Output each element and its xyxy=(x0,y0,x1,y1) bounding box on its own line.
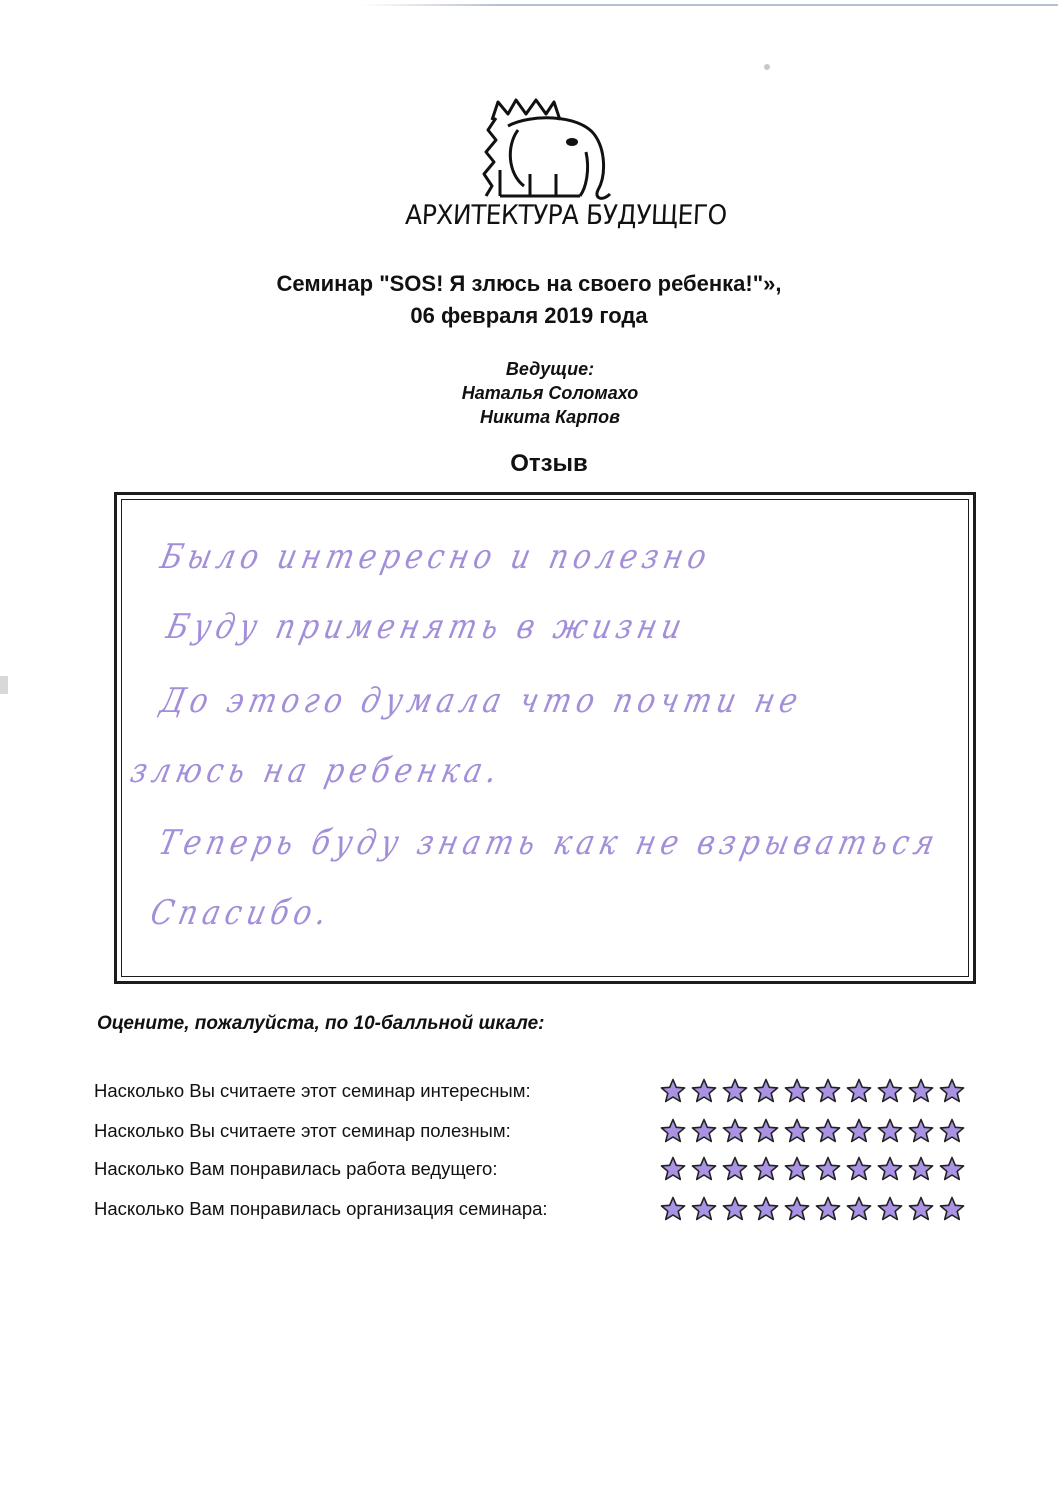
star-filled-icon xyxy=(660,1196,686,1222)
star-filled-icon xyxy=(753,1078,779,1104)
review-box xyxy=(114,492,976,984)
star-filled-icon xyxy=(691,1118,717,1144)
star-rating xyxy=(660,1196,970,1224)
star-filled-icon xyxy=(846,1078,872,1104)
star-filled-icon xyxy=(815,1156,841,1182)
host-name: Наталья Соломахо xyxy=(461,383,639,403)
star-filled-icon xyxy=(722,1118,748,1144)
scan-speck xyxy=(764,64,770,70)
star-rating xyxy=(660,1156,970,1184)
rating-question: Насколько Вам понравилась организация семинара: xyxy=(94,1198,548,1219)
star-filled-icon xyxy=(660,1156,686,1182)
handwritten-line: До этого думала что почти не xyxy=(157,681,807,721)
handwritten-line: Было интересно и полезно xyxy=(157,537,716,577)
logo-text: АРХИТЕКТУРА БУДУЩЕГО xyxy=(404,200,728,231)
review-heading: Отзыв xyxy=(510,450,588,477)
star-filled-icon xyxy=(691,1078,717,1104)
rating-row xyxy=(94,1196,994,1226)
star-filled-icon xyxy=(815,1118,841,1144)
handwritten-line: Теперь буду знать как не взрываться xyxy=(155,823,944,863)
handwritten-line: Буду применять в жизни xyxy=(163,607,691,647)
star-filled-icon xyxy=(691,1156,717,1182)
star-filled-icon xyxy=(815,1196,841,1222)
star-filled-icon xyxy=(877,1156,903,1182)
star-filled-icon xyxy=(846,1118,872,1144)
star-filled-icon xyxy=(784,1196,810,1222)
star-filled-icon xyxy=(908,1078,934,1104)
host-name: Никита Карпов xyxy=(479,407,621,427)
star-filled-icon xyxy=(784,1078,810,1104)
star-filled-icon xyxy=(722,1196,748,1222)
logo xyxy=(380,90,728,250)
scan-edge-line xyxy=(360,4,1058,6)
rating-question: Насколько Вам понравилась работа ведущего: xyxy=(94,1158,498,1179)
rating-row xyxy=(94,1118,994,1148)
star-filled-icon xyxy=(939,1118,965,1144)
star-filled-icon xyxy=(784,1156,810,1182)
elephant-logo-icon xyxy=(380,90,710,200)
star-rating xyxy=(660,1118,970,1146)
star-filled-icon xyxy=(846,1196,872,1222)
star-filled-icon xyxy=(722,1078,748,1104)
seminar-title: Семинар "SOS! Я злюсь на своего ребенка!"», xyxy=(276,271,782,296)
star-filled-icon xyxy=(784,1118,810,1144)
star-filled-icon xyxy=(939,1196,965,1222)
star-filled-icon xyxy=(846,1156,872,1182)
handwritten-line: Спасибо. xyxy=(147,893,336,933)
rating-row xyxy=(94,1078,994,1108)
star-filled-icon xyxy=(939,1078,965,1104)
scan-margin-mark xyxy=(0,676,8,694)
star-filled-icon xyxy=(908,1156,934,1182)
star-rating xyxy=(660,1078,970,1106)
hosts-block xyxy=(0,357,1058,429)
star-filled-icon xyxy=(722,1156,748,1182)
star-filled-icon xyxy=(815,1078,841,1104)
star-filled-icon xyxy=(753,1118,779,1144)
star-filled-icon xyxy=(908,1118,934,1144)
star-filled-icon xyxy=(753,1196,779,1222)
seminar-date: 06 февраля 2019 года xyxy=(410,303,648,328)
star-filled-icon xyxy=(753,1156,779,1182)
rating-question: Насколько Вы считаете этот семинар интересным: xyxy=(94,1080,531,1101)
hosts-label: Ведущие: xyxy=(505,359,595,379)
star-filled-icon xyxy=(660,1118,686,1144)
rating-question: Насколько Вы считаете этот семинар полезным: xyxy=(94,1120,511,1141)
star-filled-icon xyxy=(877,1118,903,1144)
rating-row xyxy=(94,1156,994,1186)
handwritten-line: злюсь на ребенка. xyxy=(127,751,506,791)
star-filled-icon xyxy=(877,1196,903,1222)
star-filled-icon xyxy=(908,1196,934,1222)
rating-heading: Оцените, пожалуйста, по 10-балльной шкале: xyxy=(97,1013,545,1034)
star-filled-icon xyxy=(660,1078,686,1104)
star-filled-icon xyxy=(939,1156,965,1182)
star-filled-icon xyxy=(691,1196,717,1222)
star-filled-icon xyxy=(877,1078,903,1104)
